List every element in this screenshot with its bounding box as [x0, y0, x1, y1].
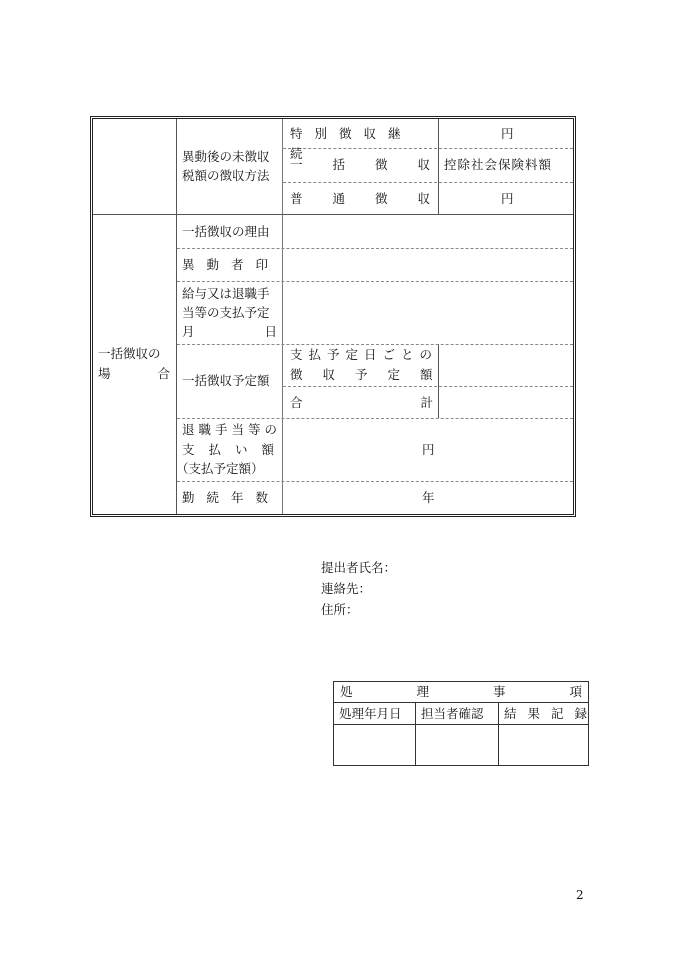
- processing-col-date: 処理年月日: [339, 706, 402, 721]
- submitter-address-label: 住所：: [321, 602, 359, 617]
- retirement-label-1: 退職手当等の: [182, 422, 282, 437]
- ordinary-collection-label: 普通徴収: [290, 191, 461, 206]
- submitter-name-label: 提出者氏名：: [321, 560, 397, 575]
- retirement-label-2: 支払い額: [182, 442, 289, 457]
- row-line-b: [283, 182, 573, 183]
- years-unit: 年: [422, 490, 435, 505]
- retirement-unit: 円: [422, 442, 435, 457]
- submitter-contact-label: 連絡先：: [321, 581, 372, 596]
- processing-header: 処理事項: [340, 684, 647, 699]
- reason-label: 一括徴収の理由: [182, 224, 270, 239]
- processing-col-result: 結果記録: [504, 706, 599, 721]
- page-number: 2: [576, 888, 584, 902]
- per-date-label-2: 徴収予定額: [290, 367, 453, 382]
- total-label: 合計: [290, 395, 552, 410]
- lump-case-label-2: 場合: [98, 366, 218, 381]
- special-collection-unit: 円: [501, 126, 514, 141]
- row-line-g: [283, 386, 573, 387]
- row-line-c: [93, 214, 573, 215]
- special-collection-text: 特別徴収継続: [290, 126, 413, 161]
- main-form-table: [90, 116, 576, 517]
- pay-date-label-1: 給与又は退職手: [182, 286, 270, 301]
- proc-vline-2: [498, 703, 499, 765]
- proc-vline-1: [415, 703, 416, 765]
- row-line-e: [177, 281, 573, 282]
- row-line-i: [177, 481, 573, 482]
- pay-date-label-2: 当等の支払予定: [182, 305, 270, 320]
- collection-method-label-1: 異動後の未徴収: [182, 149, 270, 164]
- pay-date-label-3: 月日: [182, 324, 348, 339]
- per-date-label-1: 支払予定日ごとの: [290, 347, 439, 362]
- processing-col-confirm: 担当者確認: [421, 706, 484, 721]
- lump-sum-value: 控除社会保険料額: [444, 157, 553, 172]
- row-line-d: [177, 248, 573, 249]
- years-label: 勤続年数: [182, 490, 281, 505]
- lump-case-label-1: 一括徴収の: [98, 346, 161, 361]
- row-line-h: [177, 418, 573, 419]
- retirement-label-3: （支払予定額）: [176, 461, 264, 476]
- col-line-1: [176, 119, 177, 514]
- scheduled-amount-label: 一括徴収予定額: [182, 373, 270, 388]
- proc-line-2: [334, 724, 589, 725]
- collection-method-label-2: 税額の徴収方法: [182, 168, 270, 183]
- lump-sum-label: 一括徴収: [290, 157, 461, 172]
- ordinary-collection-unit: 円: [501, 191, 514, 206]
- proc-line-1: [334, 702, 589, 703]
- seal-label: 異動者印: [182, 257, 281, 272]
